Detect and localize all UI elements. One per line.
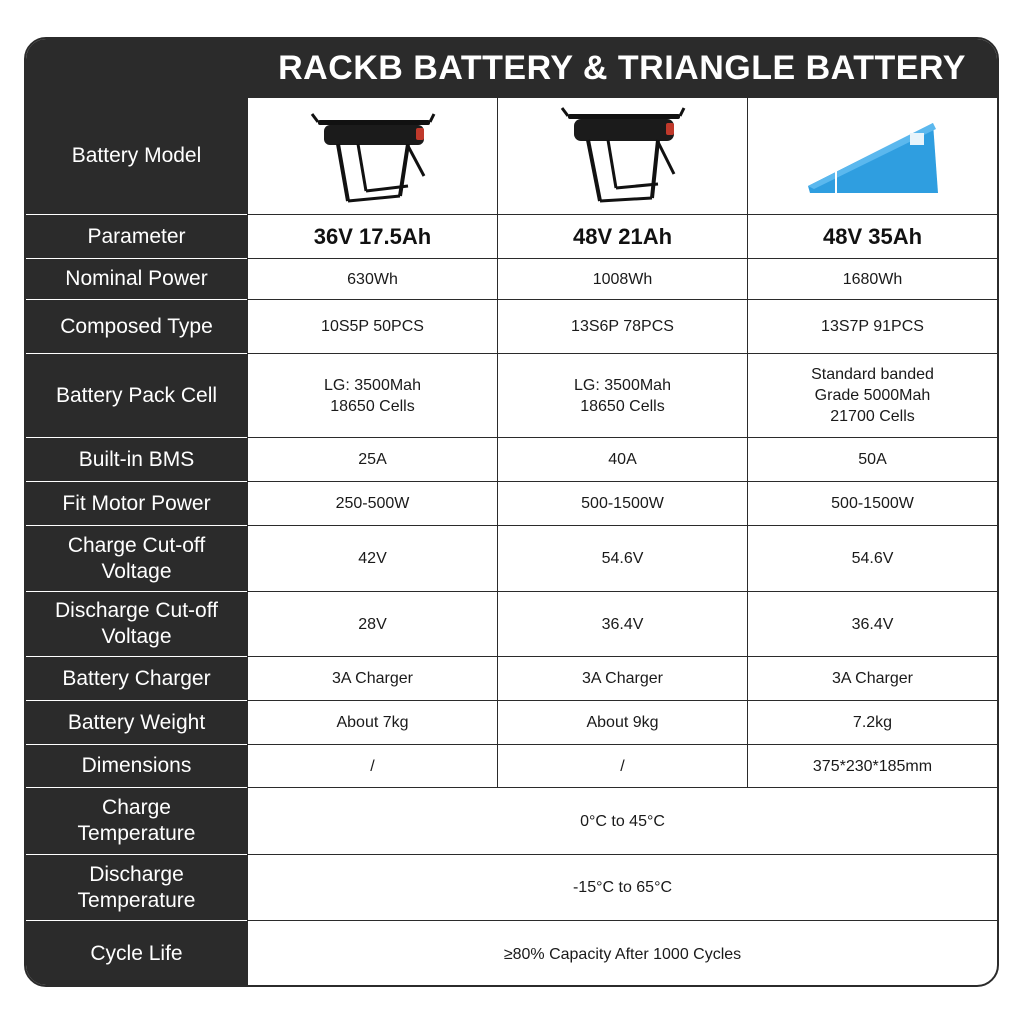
spec-value: LG: 3500Mah 18650 Cells — [497, 354, 747, 438]
spec-value: / — [247, 745, 497, 788]
row-label: Cycle Life — [26, 921, 247, 987]
title-row — [26, 39, 997, 98]
span-value: ≥80% Capacity After 1000 Cycles — [247, 921, 997, 987]
battery-image-cell — [747, 98, 997, 215]
spec-value: 7.2kg — [747, 701, 997, 745]
spec-value: Standard banded Grade 5000Mah 21700 Cells — [747, 354, 997, 438]
spec-value: 3A Charger — [747, 657, 997, 701]
rack-battery-image — [308, 106, 438, 206]
spec-value: 13S6P 78PCS — [497, 300, 747, 354]
header-corner — [26, 39, 247, 98]
triangle-battery-image — [798, 111, 948, 201]
span-row — [26, 921, 997, 987]
spec-value: 500-1500W — [747, 482, 997, 526]
battery-image-cell — [497, 98, 747, 215]
spec-value: About 9kg — [497, 701, 747, 745]
row-label: Discharge Temperature — [26, 855, 247, 921]
spec-value: 1680Wh — [747, 259, 997, 300]
spec-value: 3A Charger — [247, 657, 497, 701]
spec-value: 250-500W — [247, 482, 497, 526]
span-value: -15°C to 65°C — [247, 855, 997, 921]
spec-value: 36.4V — [497, 592, 747, 657]
spec-value: 42V — [247, 526, 497, 592]
spec-row — [26, 526, 997, 592]
spec-row — [26, 701, 997, 745]
spec-row — [26, 657, 997, 701]
parameter-value: 48V 21Ah — [497, 215, 747, 259]
battery-model-row — [26, 98, 997, 215]
battery-image-cell — [247, 98, 497, 215]
spec-row — [26, 300, 997, 354]
row-label: Battery Model — [26, 98, 247, 215]
spec-value: 40A — [497, 438, 747, 482]
spec-value: / — [497, 745, 747, 788]
row-label: Battery Pack Cell — [26, 354, 247, 438]
spec-row — [26, 592, 997, 657]
row-label: Composed Type — [26, 300, 247, 354]
spec-value: 25A — [247, 438, 497, 482]
page-title: RACKB BATTERY & TRIANGLE BATTERY — [247, 39, 997, 98]
span-value: 0°C to 45°C — [247, 788, 997, 855]
spec-value: 50A — [747, 438, 997, 482]
row-label: Fit Motor Power — [26, 482, 247, 526]
spec-row — [26, 354, 997, 438]
parameter-value: 48V 35Ah — [747, 215, 997, 259]
span-row — [26, 788, 997, 855]
spec-value: 36.4V — [747, 592, 997, 657]
spec-value: LG: 3500Mah 18650 Cells — [247, 354, 497, 438]
spec-value: 500-1500W — [497, 482, 747, 526]
row-label: Discharge Cut-off Voltage — [26, 592, 247, 657]
spec-value: 10S5P 50PCS — [247, 300, 497, 354]
spec-value: About 7kg — [247, 701, 497, 745]
spec-value: 1008Wh — [497, 259, 747, 300]
spec-value: 54.6V — [497, 526, 747, 592]
spec-value: 28V — [247, 592, 497, 657]
spec-row — [26, 745, 997, 788]
row-label: Charge Temperature — [26, 788, 247, 855]
spec-value: 3A Charger — [497, 657, 747, 701]
spec-table — [24, 37, 999, 987]
spec-value: 54.6V — [747, 526, 997, 592]
rack-battery-image — [558, 106, 688, 206]
row-label: Battery Weight — [26, 701, 247, 745]
row-label: Charge Cut-off Voltage — [26, 526, 247, 592]
spec-value: 13S7P 91PCS — [747, 300, 997, 354]
spec-row — [26, 482, 997, 526]
spec-row — [26, 438, 997, 482]
row-label: Built-in BMS — [26, 438, 247, 482]
row-label: Battery Charger — [26, 657, 247, 701]
spec-row — [26, 259, 997, 300]
row-label: Dimensions — [26, 745, 247, 788]
parameter-value: 36V 17.5Ah — [247, 215, 497, 259]
spec-value: 630Wh — [247, 259, 497, 300]
spec-value: 375*230*185mm — [747, 745, 997, 788]
parameter-row — [26, 215, 997, 259]
row-label: Parameter — [26, 215, 247, 259]
span-row — [26, 855, 997, 921]
row-label: Nominal Power — [26, 259, 247, 300]
